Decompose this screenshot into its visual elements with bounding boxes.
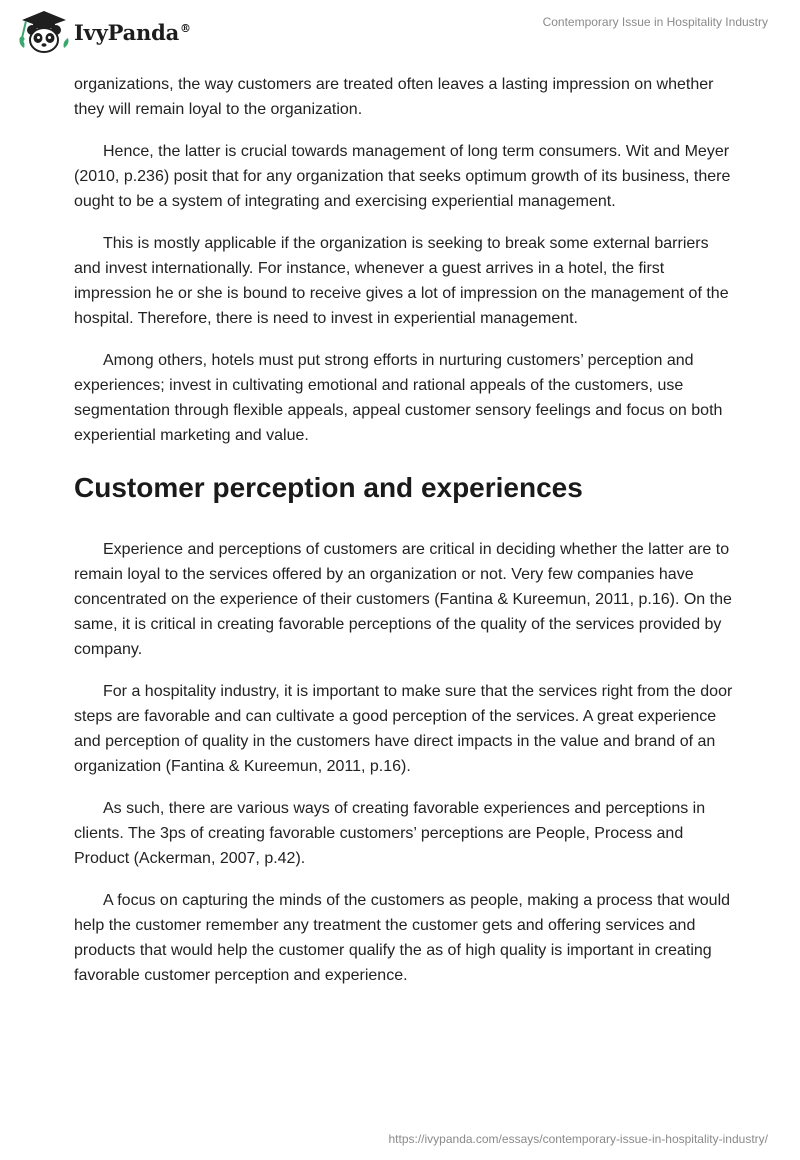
paragraph: Among others, hotels must put strong efforts in nurturing customers’ perception and experiences; invest in cultivating emotional and rational appeals of the customers, use segmentation through flexible appeals, appeal customer sensory feelings and focus on both experiential marketing and value. — [74, 352, 723, 444]
panda-graduate-icon — [14, 8, 70, 56]
paragraph: organizations, the way customers are treated often leaves a lasting impression on whether they will remain loyal to the organization. — [74, 76, 714, 118]
source-url[interactable]: https://ivypanda.com/essays/contemporary-issue-in-hospitality-industry/ — [388, 1132, 768, 1146]
paragraph: Experience and perceptions of customers are critical in deciding whether the latter are to remain loyal to the services offered by an organization or not. Very few companies have concentrated on the experience of their customers (Fantina & Kureemun, 2011, p.16). On the same, it is critical in creating favorable perceptions of the quality of the services provided by company. — [74, 541, 732, 658]
logo-registered-mark: ® — [180, 21, 191, 35]
paragraph: This is mostly applicable if the organization is seeking to break some external barriers and invest internationally. For instance, whenever a guest arrives in a hotel, the first impression he or she is bound to receive gives a lot of impression on the management of the hospital. Therefore, there is need to invest in experiential management. — [74, 235, 729, 327]
ivypanda-logo[interactable] — [14, 8, 191, 56]
essay-content — [74, 72, 734, 1005]
document-title: Contemporary Issue in Hospitality Industry — [542, 15, 768, 29]
page-header — [0, 0, 800, 70]
section-heading: Customer perception and experiences — [74, 472, 583, 503]
paragraph: As such, there are various ways of creating favorable experiences and perceptions in clients. The 3ps of creating favorable customers’ perceptions are People, Process and Product (Ackerman, 2007, p.42). — [74, 800, 706, 867]
logo-wordmark — [74, 20, 191, 45]
paragraph: For a hospitality industry, it is important to make sure that the services right from the door steps are favorable and can cultivate a good perception of the services. A great experience and perception of quality in the customers have direct impacts in the value and brand of an organization (Fantina & Kureemun, 2011, p.16). — [74, 683, 733, 775]
paragraph: A focus on capturing the minds of the customers as people, making a process that would help the customer remember any treatment the customer gets and offering services and products that would help the customer qualify the as of high quality is important in creating favorable customer perception and experience. — [74, 892, 731, 984]
paragraph: Hence, the latter is crucial towards management of long term consumers. Wit and Meyer (2010, p.236) posit that for any organization that seeks optimum growth of its business, there ought to be a system of integrating and exercising experiential management. — [74, 143, 731, 210]
logo-name: IvyPanda — [74, 19, 180, 45]
